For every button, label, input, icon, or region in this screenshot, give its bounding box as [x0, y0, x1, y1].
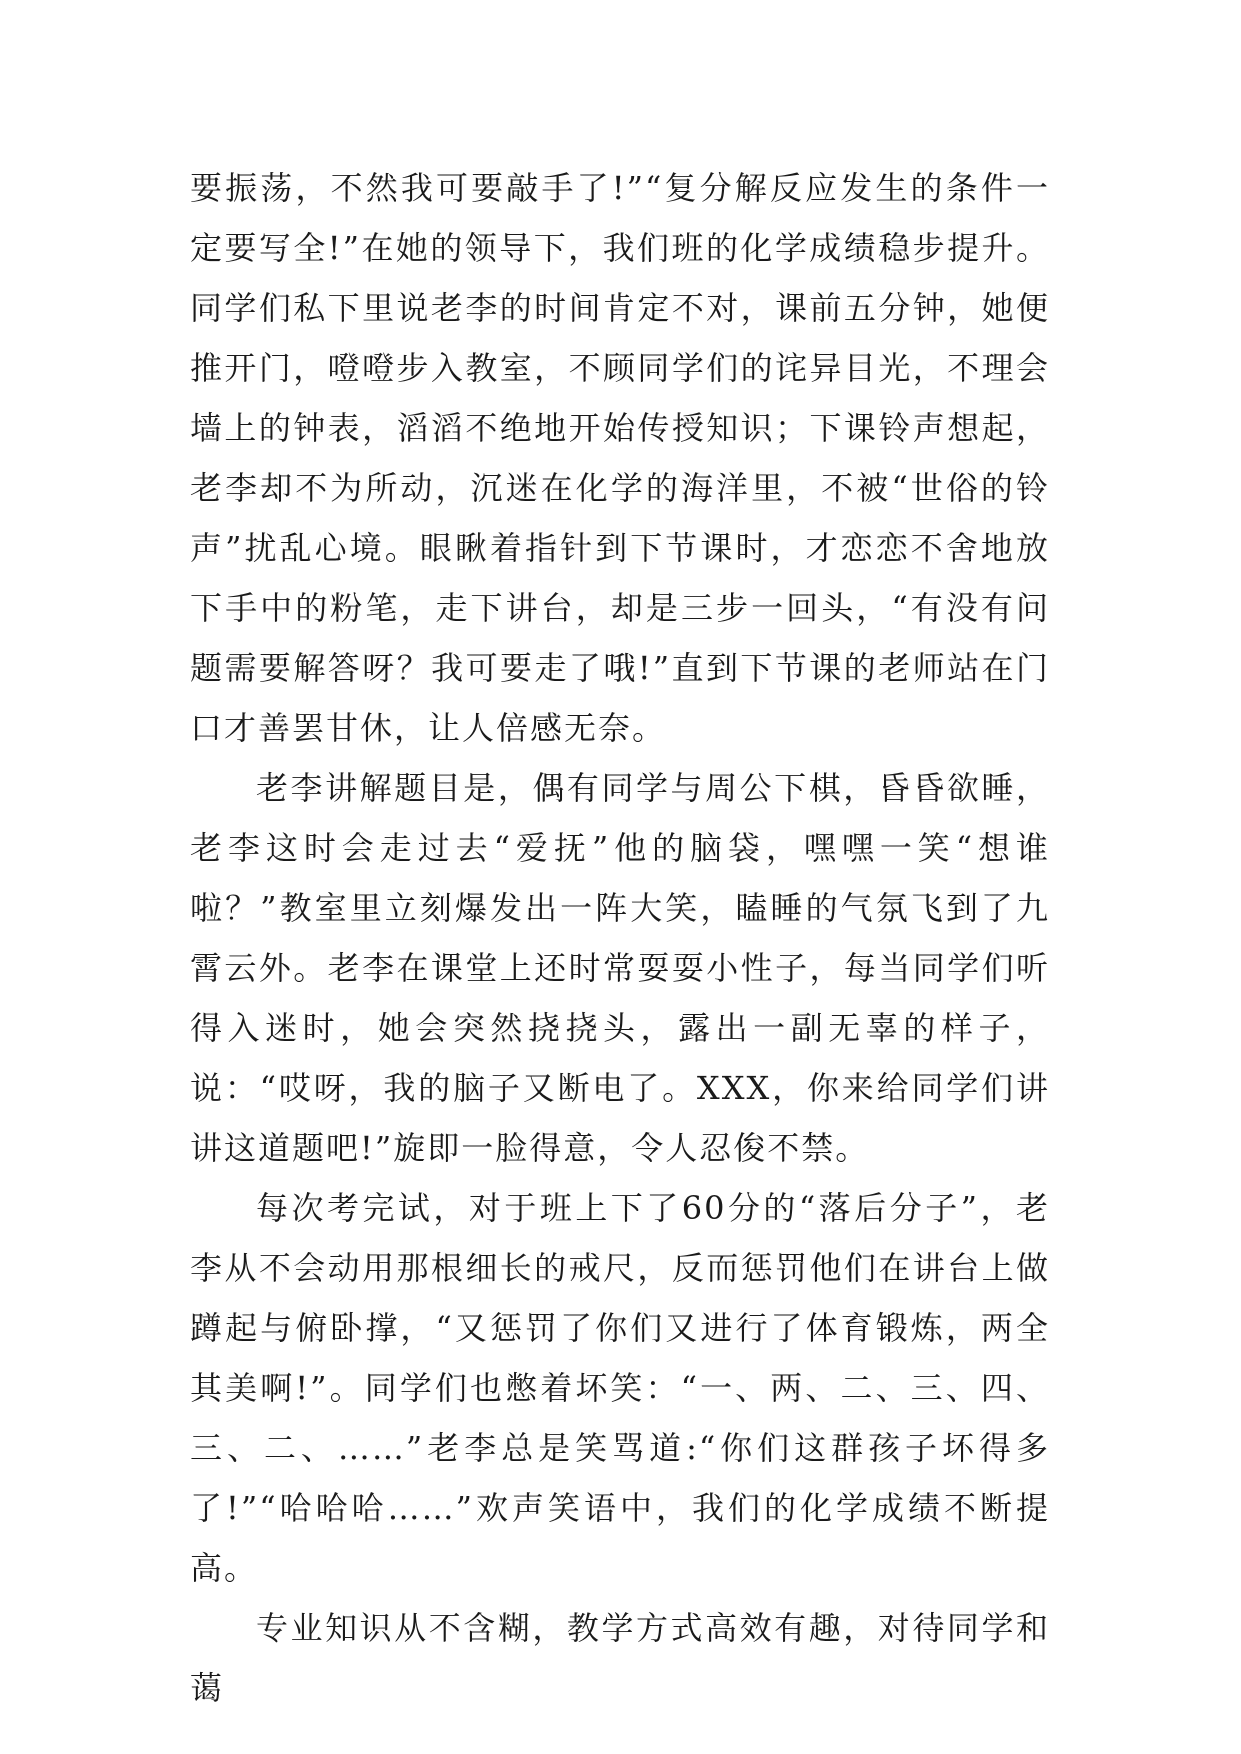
paragraph-1: 要振荡，不然我可要敲手了!”“复分解反应发生的条件一定要写全!”在她的领导下，我们班的化学成绩稳步提升。同学们私下里说老李的时间肯定不对，课前五分钟，她便推开门，噔噔步入教室，不顾同学们的诧异目光，不理会墙上的钟表，滔滔不绝地开始传授知识；下课铃声想起，老李却不为所动，沉迷在化学的海洋里，不被“世俗的铃声”扰乱心境。眼瞅着指针到下节课时，才恋恋不舍地放下手中的粉笔，走下讲台，却是三步一回头，“有没有问题需要解答呀？我可要走了哦!”直到下节课的老师站在门口才善罢甘休，让人倍感无奈。 [190, 169, 1050, 747]
paragraph-4: 专业知识从不含糊，教学方式高效有趣，对待同学和蔼 [190, 1609, 1050, 1707]
paragraph-3: 每次考完试，对于班上下了60分的“落后分子”，老李从不会动用那根细长的戒尺，反而惩罚他们在讲台上做蹲起与俯卧撑，“又惩罚了你们又进行了体育锻炼，两全其美啊!”。同学们也憋着坏笑：“一、两、二、三、四、三、二、……”老李总是笑骂道:“你们这群孩子坏得多了!”“哈哈哈……”欢声笑语中，我们的化学成绩不断提高。 [190, 1189, 1050, 1587]
paragraph-2: 老李讲解题目是，偶有同学与周公下棋，昏昏欲睡，老李这时会走过去“爱抚”他的脑袋，嘿嘿一笑“想谁啦？”教室里立刻爆发出一阵大笑，瞌睡的气氛飞到了九霄云外。老李在课堂上还时常耍耍小性子，每当同学们听得入迷时，她会突然挠挠头，露出一副无辜的样子，说：“哎呀，我的脑子又断电了。XXX，你来给同学们讲讲这道题吧!”旋即一脸得意，令人忍俊不禁。 [190, 769, 1050, 1167]
body-text [190, 158, 1050, 1718]
